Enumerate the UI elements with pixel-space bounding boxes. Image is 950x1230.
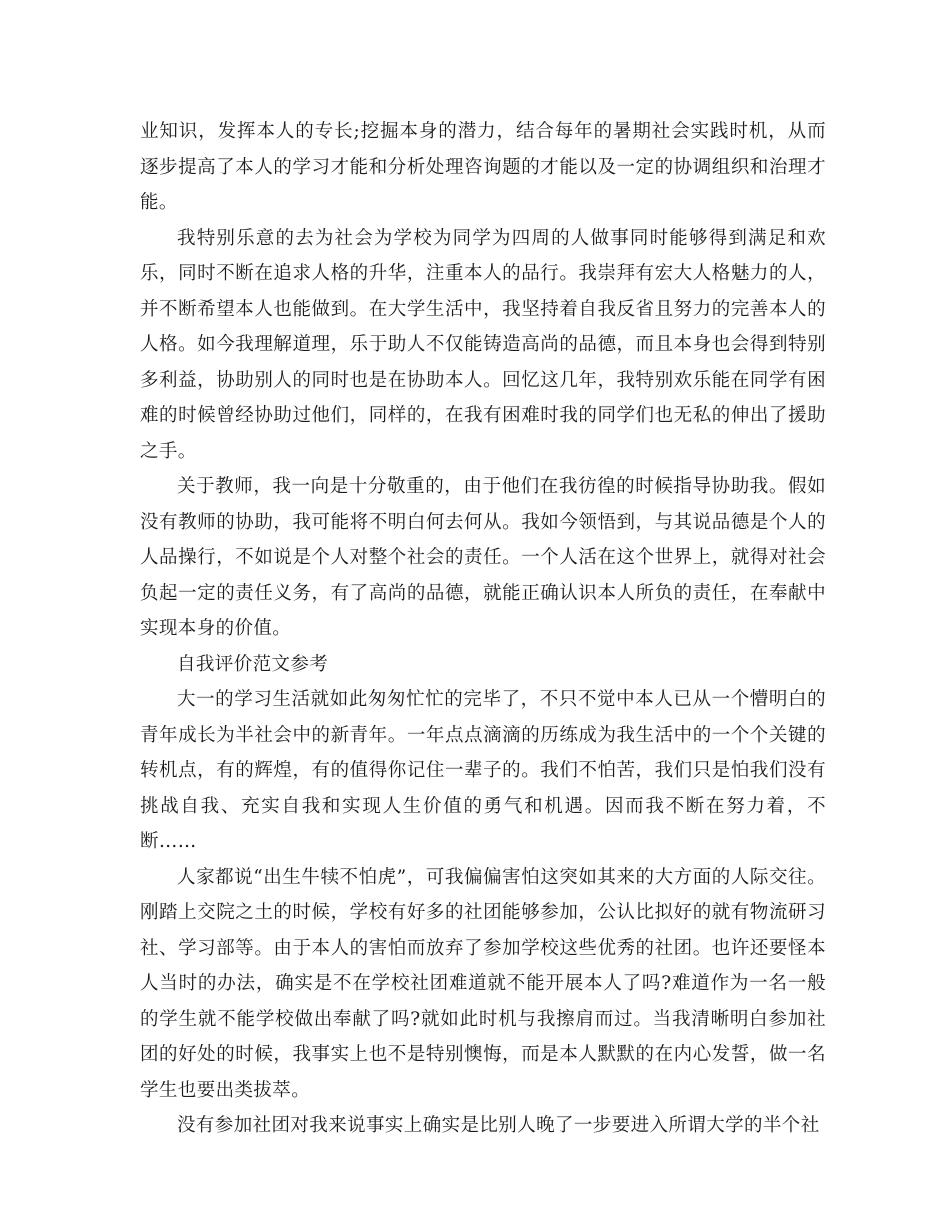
paragraph: 没有参加社团对我来说事实上确实是比别人晚了一步要进入所谓大学的半个社 <box>177 1115 820 1136</box>
paragraph: 大一的学习生活就如此匆匆忙忙的完毕了，不只不觉中本人已从一个懵明白的青年成长为半社会中的新青年。一年点点滴滴的历练成为我生活中的一个个关键的转机点，有的辉煌，有的值得你记住一辈子的。我们不怕苦，我们只是怕我们没有挑战自我、充实自我和实现人生价值的勇气和机遇。因而我不断在努力着，不断…… <box>140 689 826 852</box>
paragraph: 人家都说“出生牛犊不怕虎”，可我偏偏害怕这突如其来的大方面的人际交往。刚踏上交院之土的时候，学校有好多的社团能够参加，公认比拟好的就有物流研习社、学习部等。由于本人的害怕而放弃了参加学校这些优秀的社团。也许还要怪本人当时的办法，确实是不在学校社团难道就不能开展本人了吗?难道作为一名一般的学生就不能学校做出奉献了吗?就如此时机与我擦肩而过。当我清晰明白参加社团的好处的时候，我事实上也不是特别懊悔，而是本人默默的在内心发誓，做一名学生也要出类拔萃。 <box>140 866 826 1101</box>
paragraph: 关于教师，我一向是十分敬重的，由于他们在我彷徨的时候指导协助我。假如没有教师的协助，我可能将不明白何去何从。我如今领悟到，与其说品德是个人的人品操行，不如说是个人对整个社会的责任。一个人活在这个世界上，就得对社会负起一定的责任义务，有了高尚的品德，就能正确认识本人所负的责任，在奉献中实现本身的价值。 <box>140 476 826 639</box>
section-heading: 自我评价范文参考 <box>177 653 329 675</box>
paragraph-continuation: 业知识，发挥本人的专长;挖掘本身的潜力，结合每年的暑期社会实践时机，从而逐步提高了本人的学习才能和分析处理咨询题的才能以及一定的协调组织和治理才能。 <box>140 121 826 213</box>
paragraph: 我特别乐意的去为社会为学校为同学为四周的人做事同时能够得到满足和欢乐，同时不断在追求人格的升华，注重本人的品行。我崇拜有宏大人格魅力的人，并不断希望本人也能做到。在大学生活中，我坚持着自我反省且努力的完善本人的人格。如今我理解道理，乐于助人不仅能铸造高尚的品德，而且本身也会得到特别多利益，协助别人的同时也是在协助本人。回忆这几年，我特别欢乐能在同学有困难的时候曾经协助过他们，同样的，在我有困难时我的同学们也无私的伸出了援助之手。 <box>140 227 826 462</box>
document-body <box>140 114 826 1144</box>
